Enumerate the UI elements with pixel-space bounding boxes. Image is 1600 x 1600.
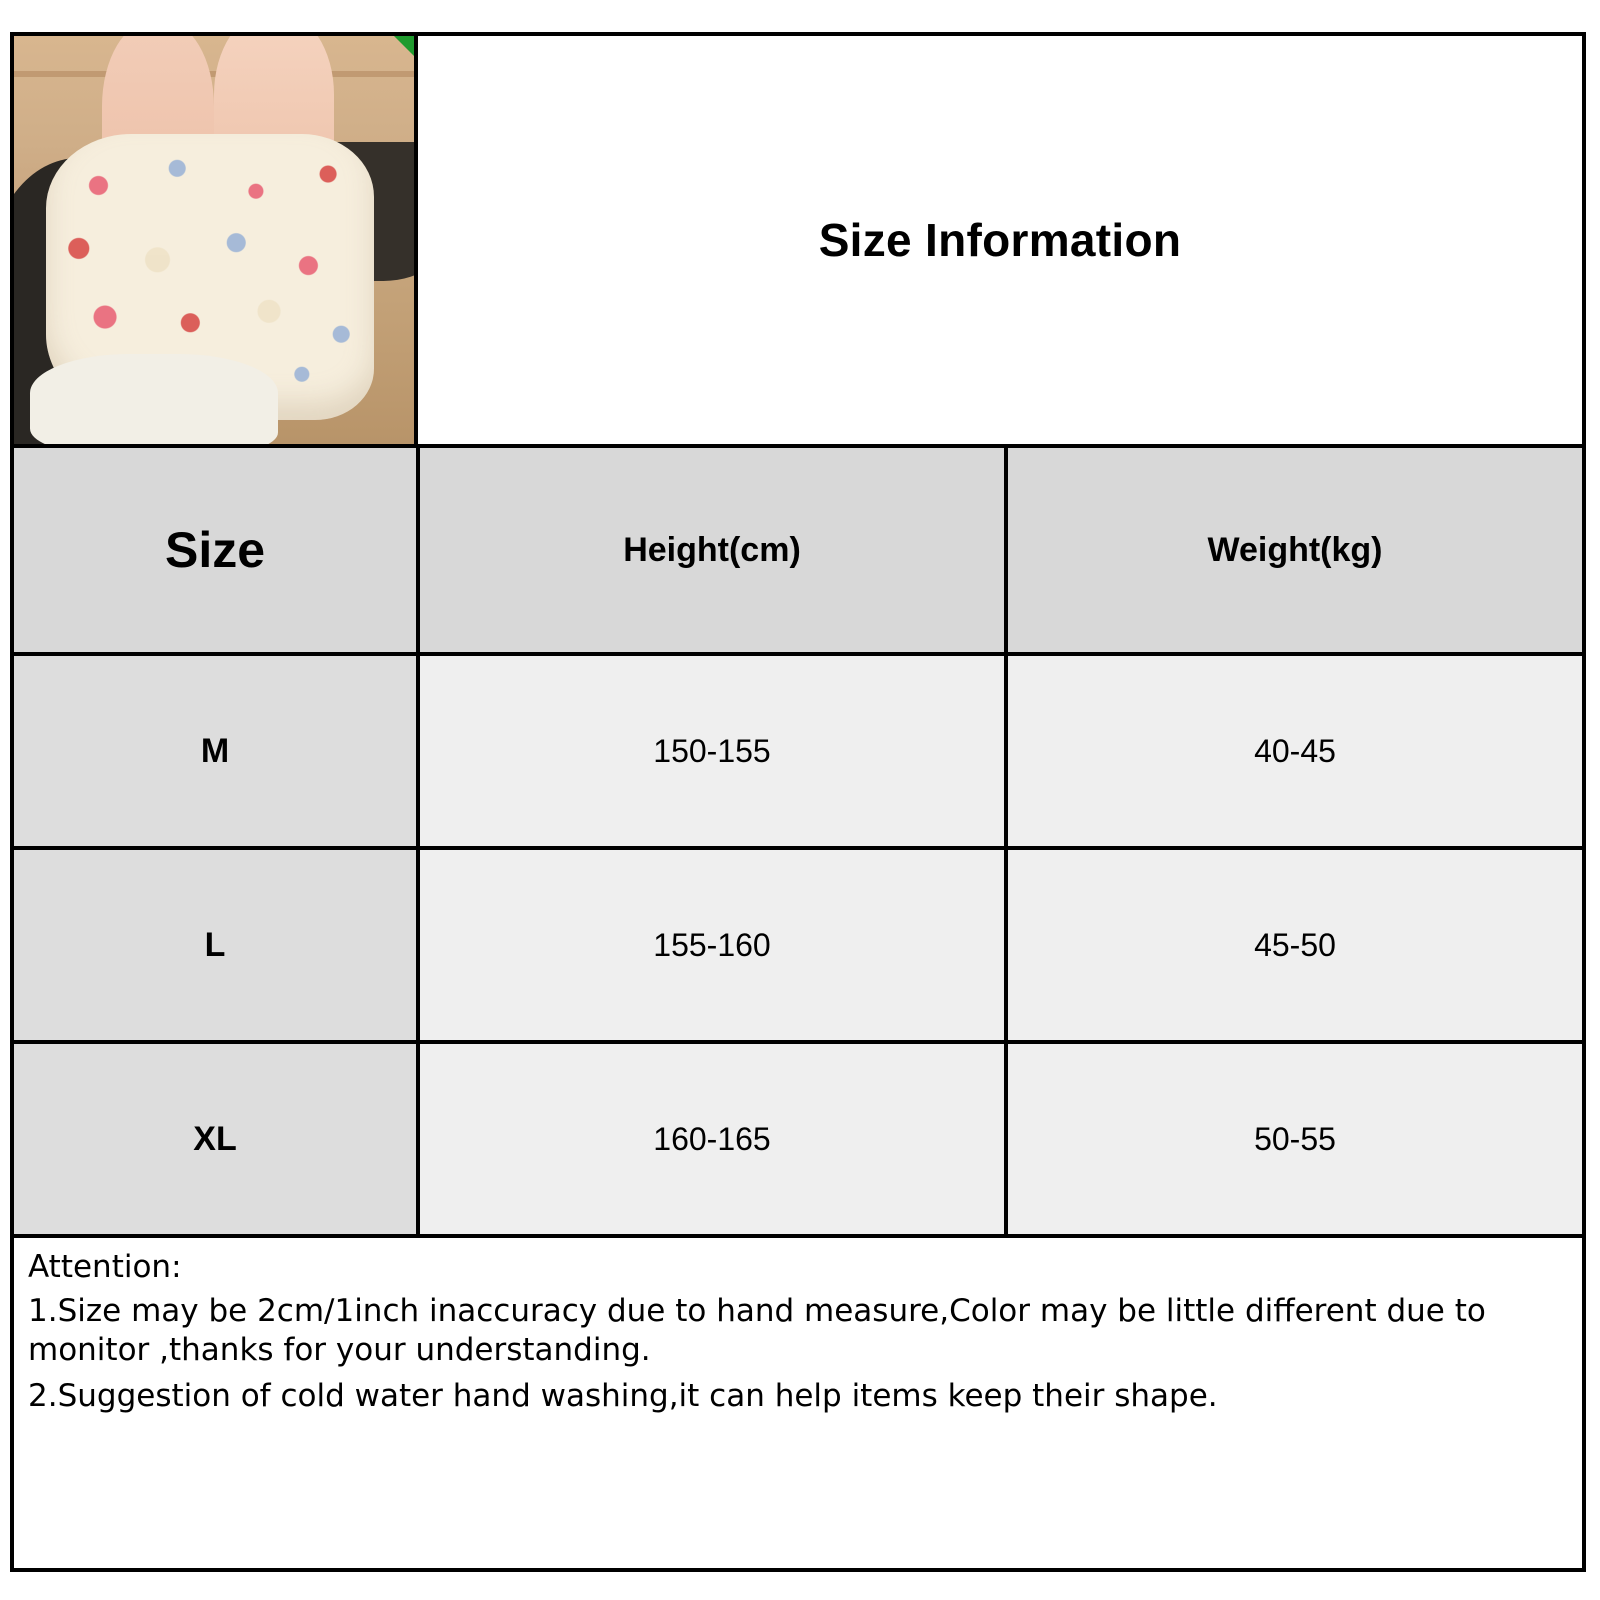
green-corner-icon (394, 36, 414, 56)
table-row (14, 1042, 1582, 1236)
photo-white-hem (30, 354, 278, 444)
attention-note-2: 2.Suggestion of cold water hand washing,it can help items keep their shape. (28, 1378, 1218, 1415)
attention-heading: Attention: (28, 1249, 182, 1285)
cell-height-l: 155-160 (418, 848, 1006, 1042)
column-header-height: Height(cm) (418, 448, 1006, 654)
product-photo (14, 36, 418, 444)
cell-weight-m: 40-45 (1006, 654, 1582, 848)
cell-weight-l: 45-50 (1006, 848, 1582, 1042)
photo-wall-trim (14, 71, 414, 77)
cell-height-xl: 160-165 (418, 1042, 1006, 1236)
title-cell (418, 36, 1582, 444)
table-header-row (14, 448, 1582, 654)
cell-size-m: M (14, 654, 418, 848)
cell-weight-xl: 50-55 (1006, 1042, 1582, 1236)
attention-block (14, 1238, 1582, 1417)
header-band (14, 36, 1582, 448)
page-title: Size Information (818, 214, 1182, 266)
cell-size-l: L (14, 848, 418, 1042)
cell-height-m: 150-155 (418, 654, 1006, 848)
attention-note-1: 1.Size may be 2cm/1inch inaccuracy due to hand measure,Color may be little different due to monitor ,thanks for your understanding. (28, 1292, 1486, 1369)
column-header-weight: Weight(kg) (1006, 448, 1582, 654)
size-table (14, 448, 1582, 1238)
column-header-size: Size (14, 448, 418, 654)
size-chart-card (10, 32, 1586, 1572)
table-row (14, 654, 1582, 848)
cell-size-xl: XL (14, 1042, 418, 1236)
table-row (14, 848, 1582, 1042)
